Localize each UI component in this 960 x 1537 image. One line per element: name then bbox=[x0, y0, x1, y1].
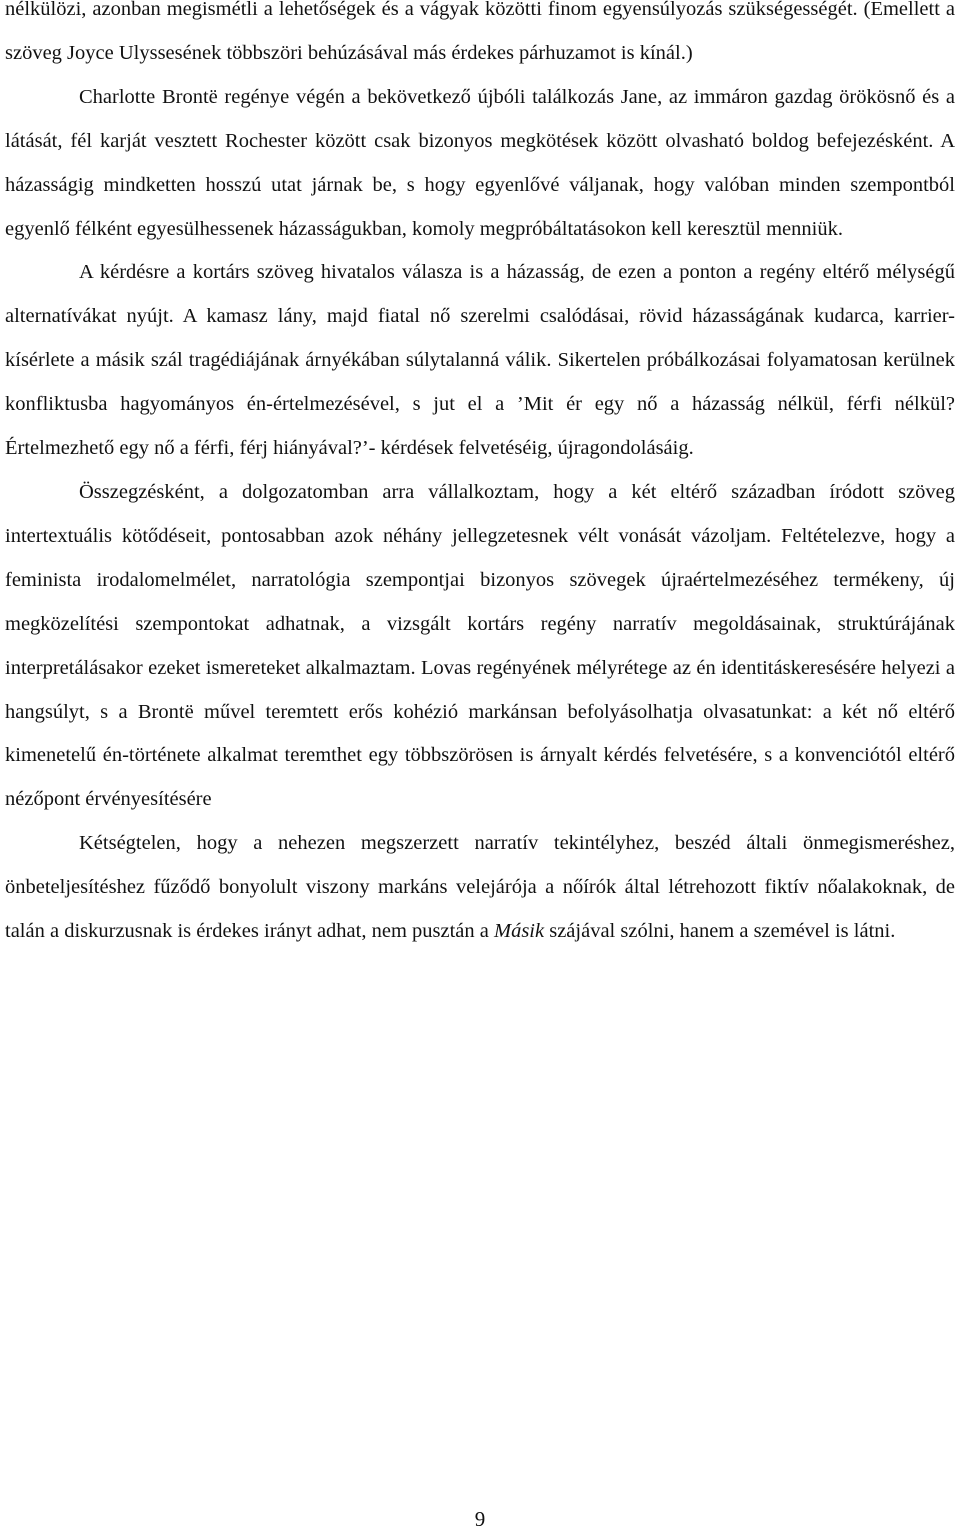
paragraph-summary: Összegzésként, a dolgozatomban arra vállalkoztam, hogy a két eltérő században íródott szöveg intertextuális kötődéseit, pontosabban azok néhány jellegzetesnek vélt vonását vázoljam. Feltételezve, hogy a feminista irodalomelmélet, narratológia szempontjai bizonyos szövegek újraértelmezéséhez termékeny, új megközelítési szempontokat adhatnak, a vizsgált kortárs regény narratív megoldásainak, struktúrájának interpretálásakor ezeket ismereteket alkalmaztam. Lovas regényének mélyrétege az én identitáskeresésére helyezi a hangsúlyt, s a Brontë művel teremtett erős kohézió markánsan befolyásolhatja olvasatunkat: a két nő eltérő kimenetelű én-története alkalmat teremthet egy többszörösen is árnyalt kérdés felvetésére, s a konvenciótól eltérő nézőpont érvényesítésére bbox=[5, 480, 955, 811]
paragraph-conclusion bbox=[5, 822, 955, 954]
conclusion-text-before: Kétségtelen, hogy a nehezen megszerzett narratív tekintélyhez, beszéd általi önmegismeréshez, önbeteljesítéshez fűződő bonyolult viszony markáns velejárója a nőírók által létrehozott fiktív nőalakoknak, de talán a diskurzusnak is érdekes irányt adhat, nem pusztán a bbox=[5, 832, 955, 943]
paragraph-contemporary-answer: A kérdésre a kortárs szöveg hivatalos válasza is a házasság, de ezen a ponton a regény eltérő mélységű alternatívákat nyújt. A kamasz lány, majd fiatal nő szerelmi csalódásai, rövid házasságának kudarca, karrier-kísérlete a másik szál tragédiájának árnyékában súlytalanná válik. Sikertelen próbálkozásai folyamatosan kerülnek konfliktusba hagyományos én-értelmezésével, s jut el a ’Mit ér egy nő a házasság nélkül, férfi nélkül? Értelmezhető egy nő a férfi, férj hiányával?’- kérdések felvetéséig, újragondolásáig. bbox=[5, 261, 955, 460]
document-body bbox=[5, 0, 955, 954]
page-number: 9 bbox=[474, 1507, 486, 1531]
conclusion-italic-term: Másik bbox=[494, 920, 545, 943]
conclusion-text-after: szájával szólni, hanem a szemével is látni. bbox=[544, 920, 896, 943]
paragraph-continuation: nélkülözi, azonban megismétli a lehetőségek és a vágyak közötti finom egyensúlyozás szükségességét. (Emellett a szöveg Joyce Ulyssesének többszöri behúzásával más érdekes párhuzamot is kínál.) bbox=[5, 0, 955, 64]
paragraph-bronte-ending: Charlotte Brontë regénye végén a bekövetkező újbóli találkozás Jane, az immáron gazdag örökösnő és a látását, fél karját vesztett Rochester között csak bizonyos megkötések között olvasható boldog befejezésként. A házasságig mindketten hosszú utat járnak be, s hogy egyenlővé váljanak, hogy valóban minden szempontból egyenlő félként egyesülhessenek házasságukban, komoly megpróbáltatásokon kell keresztül menniük. bbox=[5, 85, 955, 240]
